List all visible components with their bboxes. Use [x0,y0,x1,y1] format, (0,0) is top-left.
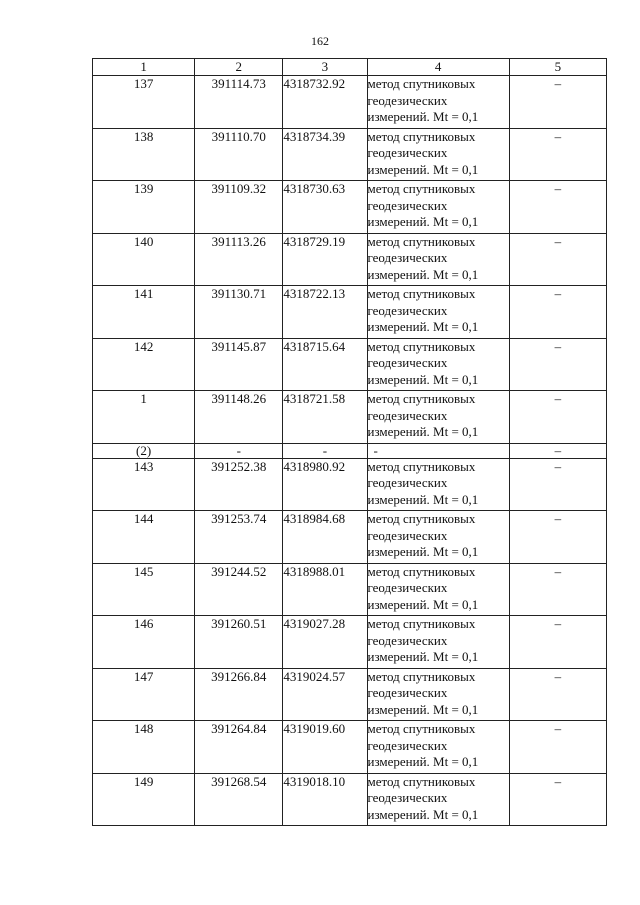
x-coordinate-cell: 391110.70 [195,128,283,181]
method-line: геодезических [367,407,448,423]
method-line: геодезических [367,197,448,213]
point-number-cell: 144 [93,511,195,564]
table-row [93,616,607,669]
x-coordinate-cell: 391145.87 [195,338,283,391]
method-cell [367,443,509,458]
method-cell [367,458,509,511]
table-row [93,76,607,129]
col5-cell: – [509,458,606,511]
point-number-cell: 139 [93,181,195,234]
y-coordinate-cell: 4318732.92 [283,76,367,129]
table-body [93,76,607,826]
table-row [93,286,607,339]
table-row [93,458,607,511]
point-number-cell: 146 [93,616,195,669]
method-cell [367,391,509,444]
method-cell [367,76,509,129]
method-line: - [373,442,378,458]
method-cell [367,668,509,721]
method-line: метод спутниковых [367,338,476,354]
method-line: измерений. Mt = 0,1 [367,109,479,124]
col5-cell: – [509,616,606,669]
x-coordinate-cell: 391148.26 [195,391,283,444]
method-cell [367,563,509,616]
method-cell [367,233,509,286]
method-line: измерений. Mt = 0,1 [367,806,479,822]
method-line: измерений. Mt = 0,1 [367,596,479,612]
method-line: метод спутниковых [367,511,476,526]
method-line: метод спутниковых [367,391,476,406]
method-line: измерений. Mt = 0,1 [367,266,479,282]
col5-cell: – [509,511,606,564]
table-row [93,773,607,826]
method-line: измерений. Mt = 0,1 [367,544,479,559]
method-cell [367,616,509,669]
point-number-cell: 147 [93,668,195,721]
x-coordinate-cell: - [195,443,283,458]
method-cell [367,773,509,826]
method-cell [367,721,509,774]
x-coordinate-cell: 391253.74 [195,511,283,564]
method-line: геодезических [367,527,448,543]
method-line: метод спутниковых [367,563,476,579]
y-coordinate-cell: 4319024.57 [283,668,367,721]
x-coordinate-cell: 391260.51 [195,616,283,669]
method-line: геодезических [367,302,448,318]
method-line: геодезических [367,475,448,490]
page-number: 162 [311,34,329,48]
header-col-5: 5 [509,59,606,76]
method-line: геодезических [367,632,448,648]
point-number-cell: 149 [93,773,195,826]
y-coordinate-cell: 4319027.28 [283,616,367,669]
method-line: метод спутниковых [367,233,476,249]
col5-cell: – [509,443,606,458]
col5-cell: – [509,233,606,286]
method-line: измерений. Mt = 0,1 [367,424,479,439]
method-line: метод спутниковых [367,616,476,631]
x-coordinate-cell: 391252.38 [195,458,283,511]
y-coordinate-cell: 4318729.19 [283,233,367,286]
table-row [93,721,607,774]
point-number-cell: 148 [93,721,195,774]
coordinates-table [92,58,607,826]
method-line: метод спутниковых [367,773,476,789]
table-row [93,338,607,391]
x-coordinate-cell: 391109.32 [195,181,283,234]
table-row [93,233,607,286]
method-line: геодезических [367,250,448,265]
method-line: геодезических [367,92,448,108]
header-col-1: 1 [93,59,195,76]
x-coordinate-cell: 391114.73 [195,76,283,129]
y-coordinate-cell: - [283,443,367,458]
method-line: метод спутниковых [367,458,476,474]
y-coordinate-cell: 4318715.64 [283,338,367,391]
x-coordinate-cell: 391264.84 [195,721,283,774]
point-number-cell: 143 [93,458,195,511]
method-cell [367,181,509,234]
method-line: геодезических [367,145,448,160]
method-line: геодезических [367,685,448,700]
method-line: измерений. Mt = 0,1 [367,491,479,507]
x-coordinate-cell: 391113.26 [195,233,283,286]
y-coordinate-cell: 4318988.01 [283,563,367,616]
point-number-cell: (2) [93,443,195,458]
method-line: измерений. Mt = 0,1 [367,319,479,334]
method-cell [367,511,509,564]
method-line: метод спутниковых [367,181,476,196]
table-row [93,511,607,564]
col5-cell: – [509,773,606,826]
method-cell [367,128,509,181]
x-coordinate-cell: 391244.52 [195,563,283,616]
method-line: измерений. Mt = 0,1 [367,754,479,769]
y-coordinate-cell: 4318730.63 [283,181,367,234]
y-coordinate-cell: 4318980.92 [283,458,367,511]
method-line: геодезических [367,737,448,753]
col5-cell: – [509,286,606,339]
method-line: метод спутниковых [367,721,476,736]
point-number-cell: 138 [93,128,195,181]
method-line: измерений. Mt = 0,1 [367,214,479,229]
y-coordinate-cell: 4318721.58 [283,391,367,444]
point-number-cell: 1 [93,391,195,444]
method-line: метод спутниковых [367,286,476,301]
table-row [93,391,607,444]
x-coordinate-cell: 391268.54 [195,773,283,826]
method-line: геодезических [367,790,448,805]
table-row [93,128,607,181]
col5-cell: – [509,391,606,444]
col5-cell: – [509,128,606,181]
table-row [93,668,607,721]
table-separator-row [93,443,607,458]
table-row [93,181,607,234]
point-number-cell: 142 [93,338,195,391]
col5-cell: – [509,338,606,391]
point-number-cell: 141 [93,286,195,339]
point-number-cell: 137 [93,76,195,129]
header-col-2: 2 [195,59,283,76]
header-col-4: 4 [367,59,509,76]
table-header-row [93,59,607,76]
x-coordinate-cell: 391130.71 [195,286,283,339]
method-line: метод спутниковых [367,76,476,91]
method-line: метод спутниковых [367,668,476,684]
col5-cell: – [509,76,606,129]
y-coordinate-cell: 4318734.39 [283,128,367,181]
method-line: измерений. Mt = 0,1 [367,701,479,717]
method-line: геодезических [367,355,448,370]
method-line: геодезических [367,580,448,595]
method-line: измерений. Mt = 0,1 [367,371,479,387]
y-coordinate-cell: 4319019.60 [283,721,367,774]
method-line: измерений. Mt = 0,1 [367,649,479,664]
table-row [93,563,607,616]
point-number-cell: 145 [93,563,195,616]
col5-cell: – [509,721,606,774]
col5-cell: – [509,563,606,616]
col5-cell: – [509,668,606,721]
y-coordinate-cell: 4318984.68 [283,511,367,564]
point-number-cell: 140 [93,233,195,286]
method-line: метод спутниковых [367,128,476,144]
x-coordinate-cell: 391266.84 [195,668,283,721]
header-col-3: 3 [283,59,367,76]
col5-cell: – [509,181,606,234]
method-cell [367,338,509,391]
y-coordinate-cell: 4319018.10 [283,773,367,826]
method-cell [367,286,509,339]
method-line: измерений. Mt = 0,1 [367,161,479,177]
y-coordinate-cell: 4318722.13 [283,286,367,339]
